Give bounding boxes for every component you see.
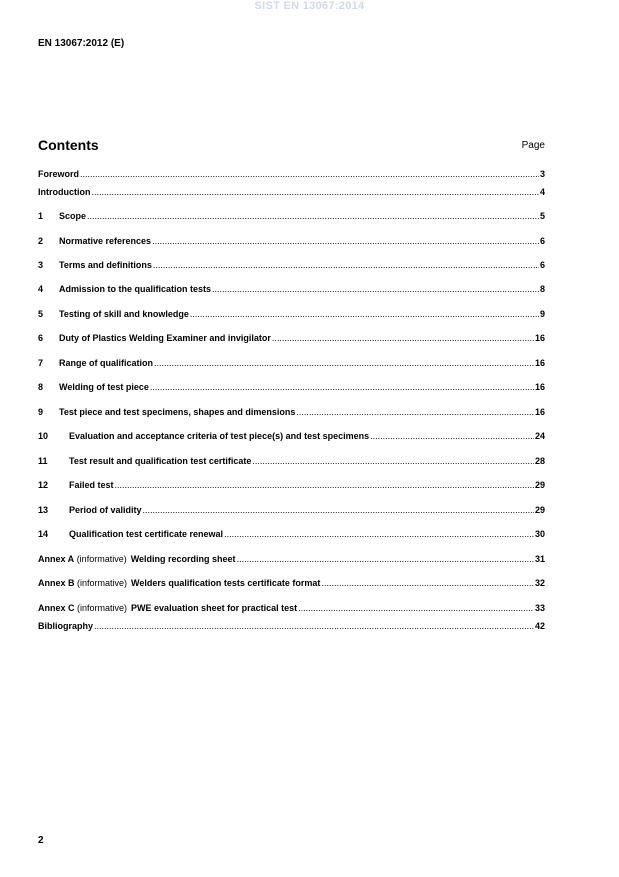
dot-leader [80,168,539,180]
toc-entry-clause-7[interactable] [38,357,545,369]
dot-leader [115,479,534,491]
toc-entry-annex-c[interactable] [38,602,545,614]
toc-entry-title: Test piece and test specimens, shapes and dimensions [59,407,296,417]
toc-entry-page: 32 [534,578,545,588]
toc-entry-page: 6 [539,236,545,246]
toc-entry-clause-4[interactable] [38,283,545,295]
dot-leader [296,406,534,418]
toc-entry-title: Introduction [38,187,91,197]
toc-entry-number: 7 [38,358,44,368]
toc-entry-page: 16 [534,358,545,368]
document-id: EN 13067:2012 (E) [38,38,125,49]
toc-entry-page: 6 [539,260,545,270]
toc-entry-page: 33 [534,603,545,613]
page-number: 2 [38,835,44,846]
annex-type: (informative) [77,578,128,588]
dot-leader [370,430,534,442]
toc-entry-page: 8 [539,284,545,294]
dot-leader [143,504,534,516]
toc-entry-clause-9[interactable] [38,406,545,418]
toc-entry-page: 42 [534,621,545,631]
dot-leader [252,455,534,467]
toc-entry-clause-12[interactable] [38,479,545,491]
toc-entry-clause-5[interactable] [38,308,545,320]
dot-leader [237,553,534,565]
toc-entry-number: 9 [38,407,44,417]
toc-entry-introduction[interactable] [38,186,545,198]
toc-entry-page: 24 [534,431,545,441]
toc-entry-bibliography[interactable] [38,620,545,632]
annex-label: Annex C [38,603,75,613]
toc-entry-page: 4 [539,187,545,197]
contents-heading: Contents [38,137,99,153]
toc-entry-page: 28 [534,456,545,466]
toc-entry-number: 14 [38,529,49,539]
toc-entry-page: 16 [534,407,545,417]
toc-entry-page: 9 [539,309,545,319]
toc-entry-title: Qualification test certificate renewal [69,529,224,539]
toc-entry-number: 6 [38,333,44,343]
toc-entry-number: 5 [38,309,44,319]
dot-leader [152,235,539,247]
dot-leader [190,308,539,320]
toc-entry-title: Test result and qualification test certificate [69,456,252,466]
toc-entry-number: 3 [38,260,44,270]
dot-leader [154,357,534,369]
toc-entry-title: Evaluation and acceptance criteria of test piece(s) and test specimens [69,431,370,441]
toc-entry-clause-6[interactable] [38,332,545,344]
annex-title: Welders qualification tests certificate format [131,578,321,588]
toc-entry-title: Duty of Plastics Welding Examiner and invigilator [59,333,271,343]
toc-entry-title: Scope [59,211,87,221]
toc-entry-number: 4 [38,284,44,294]
annex-type: (informative) [77,603,128,613]
toc-entry-page: 31 [534,554,545,564]
toc-entry-foreword[interactable] [38,168,545,180]
toc-entry-title: Welding of test piece [59,382,149,392]
toc-entry-clause-13[interactable] [38,504,545,516]
dot-leader [150,381,534,393]
dot-leader [321,577,534,589]
toc-entry-title: Period of validity [69,505,142,515]
toc-entry-annex-b[interactable] [38,577,545,589]
toc-entry-clause-11[interactable] [38,455,545,467]
toc-entry-title: Admission to the qualification tests [59,284,212,294]
dot-leader [224,528,534,540]
toc-entry-number: 13 [38,505,49,515]
watermark: SIST EN 13067:2014 [254,0,365,12]
toc-entry-clause-8[interactable] [38,381,545,393]
toc-entry-annex-a[interactable] [38,553,545,565]
dot-leader [272,332,534,344]
dot-leader [298,602,534,614]
annex-title: PWE evaluation sheet for practical test [131,603,298,613]
toc-entry-number: 11 [38,456,48,466]
toc-entry-title: Testing of skill and knowledge [59,309,189,319]
toc-entry-page: 3 [539,169,545,179]
annex-title: Welding recording sheet [130,554,236,564]
toc-entry-number: 1 [38,211,44,221]
annex-label: Annex B [38,578,75,588]
dot-leader [87,210,539,222]
toc-entry-page: 16 [534,382,545,392]
dot-leader [94,620,534,632]
toc-entry-title: Bibliography [38,621,94,631]
dot-leader [212,283,539,295]
toc-entry-clause-2[interactable] [38,235,545,247]
dot-leader [92,186,539,198]
toc-entry-clause-3[interactable] [38,259,545,271]
toc-entry-title: Range of qualification [59,358,154,368]
toc-entry-number: 2 [38,236,44,246]
annex-type: (informative) [76,554,127,564]
toc-entry-page: 30 [534,529,545,539]
toc-entry-clause-14[interactable] [38,528,545,540]
toc-entry-page: 16 [534,333,545,343]
toc-entry-number: 8 [38,382,44,392]
toc-entry-number: 12 [38,480,49,490]
toc-entry-clause-1[interactable] [38,210,545,222]
dot-leader [153,259,539,271]
toc-entry-title: Normative references [59,236,152,246]
toc-entry-number: 10 [38,431,49,441]
page-column-label: Page [521,140,545,151]
toc-entry-page: 29 [534,480,545,490]
toc-entry-page: 5 [539,211,545,221]
annex-label: Annex A [38,554,75,564]
toc-entry-title: Terms and definitions [59,260,152,270]
toc-entry-page: 29 [534,505,545,515]
toc-entry-title: Failed test [69,480,114,490]
toc-entry-title: Foreword [38,169,80,179]
toc-entry-clause-10[interactable] [38,430,545,442]
